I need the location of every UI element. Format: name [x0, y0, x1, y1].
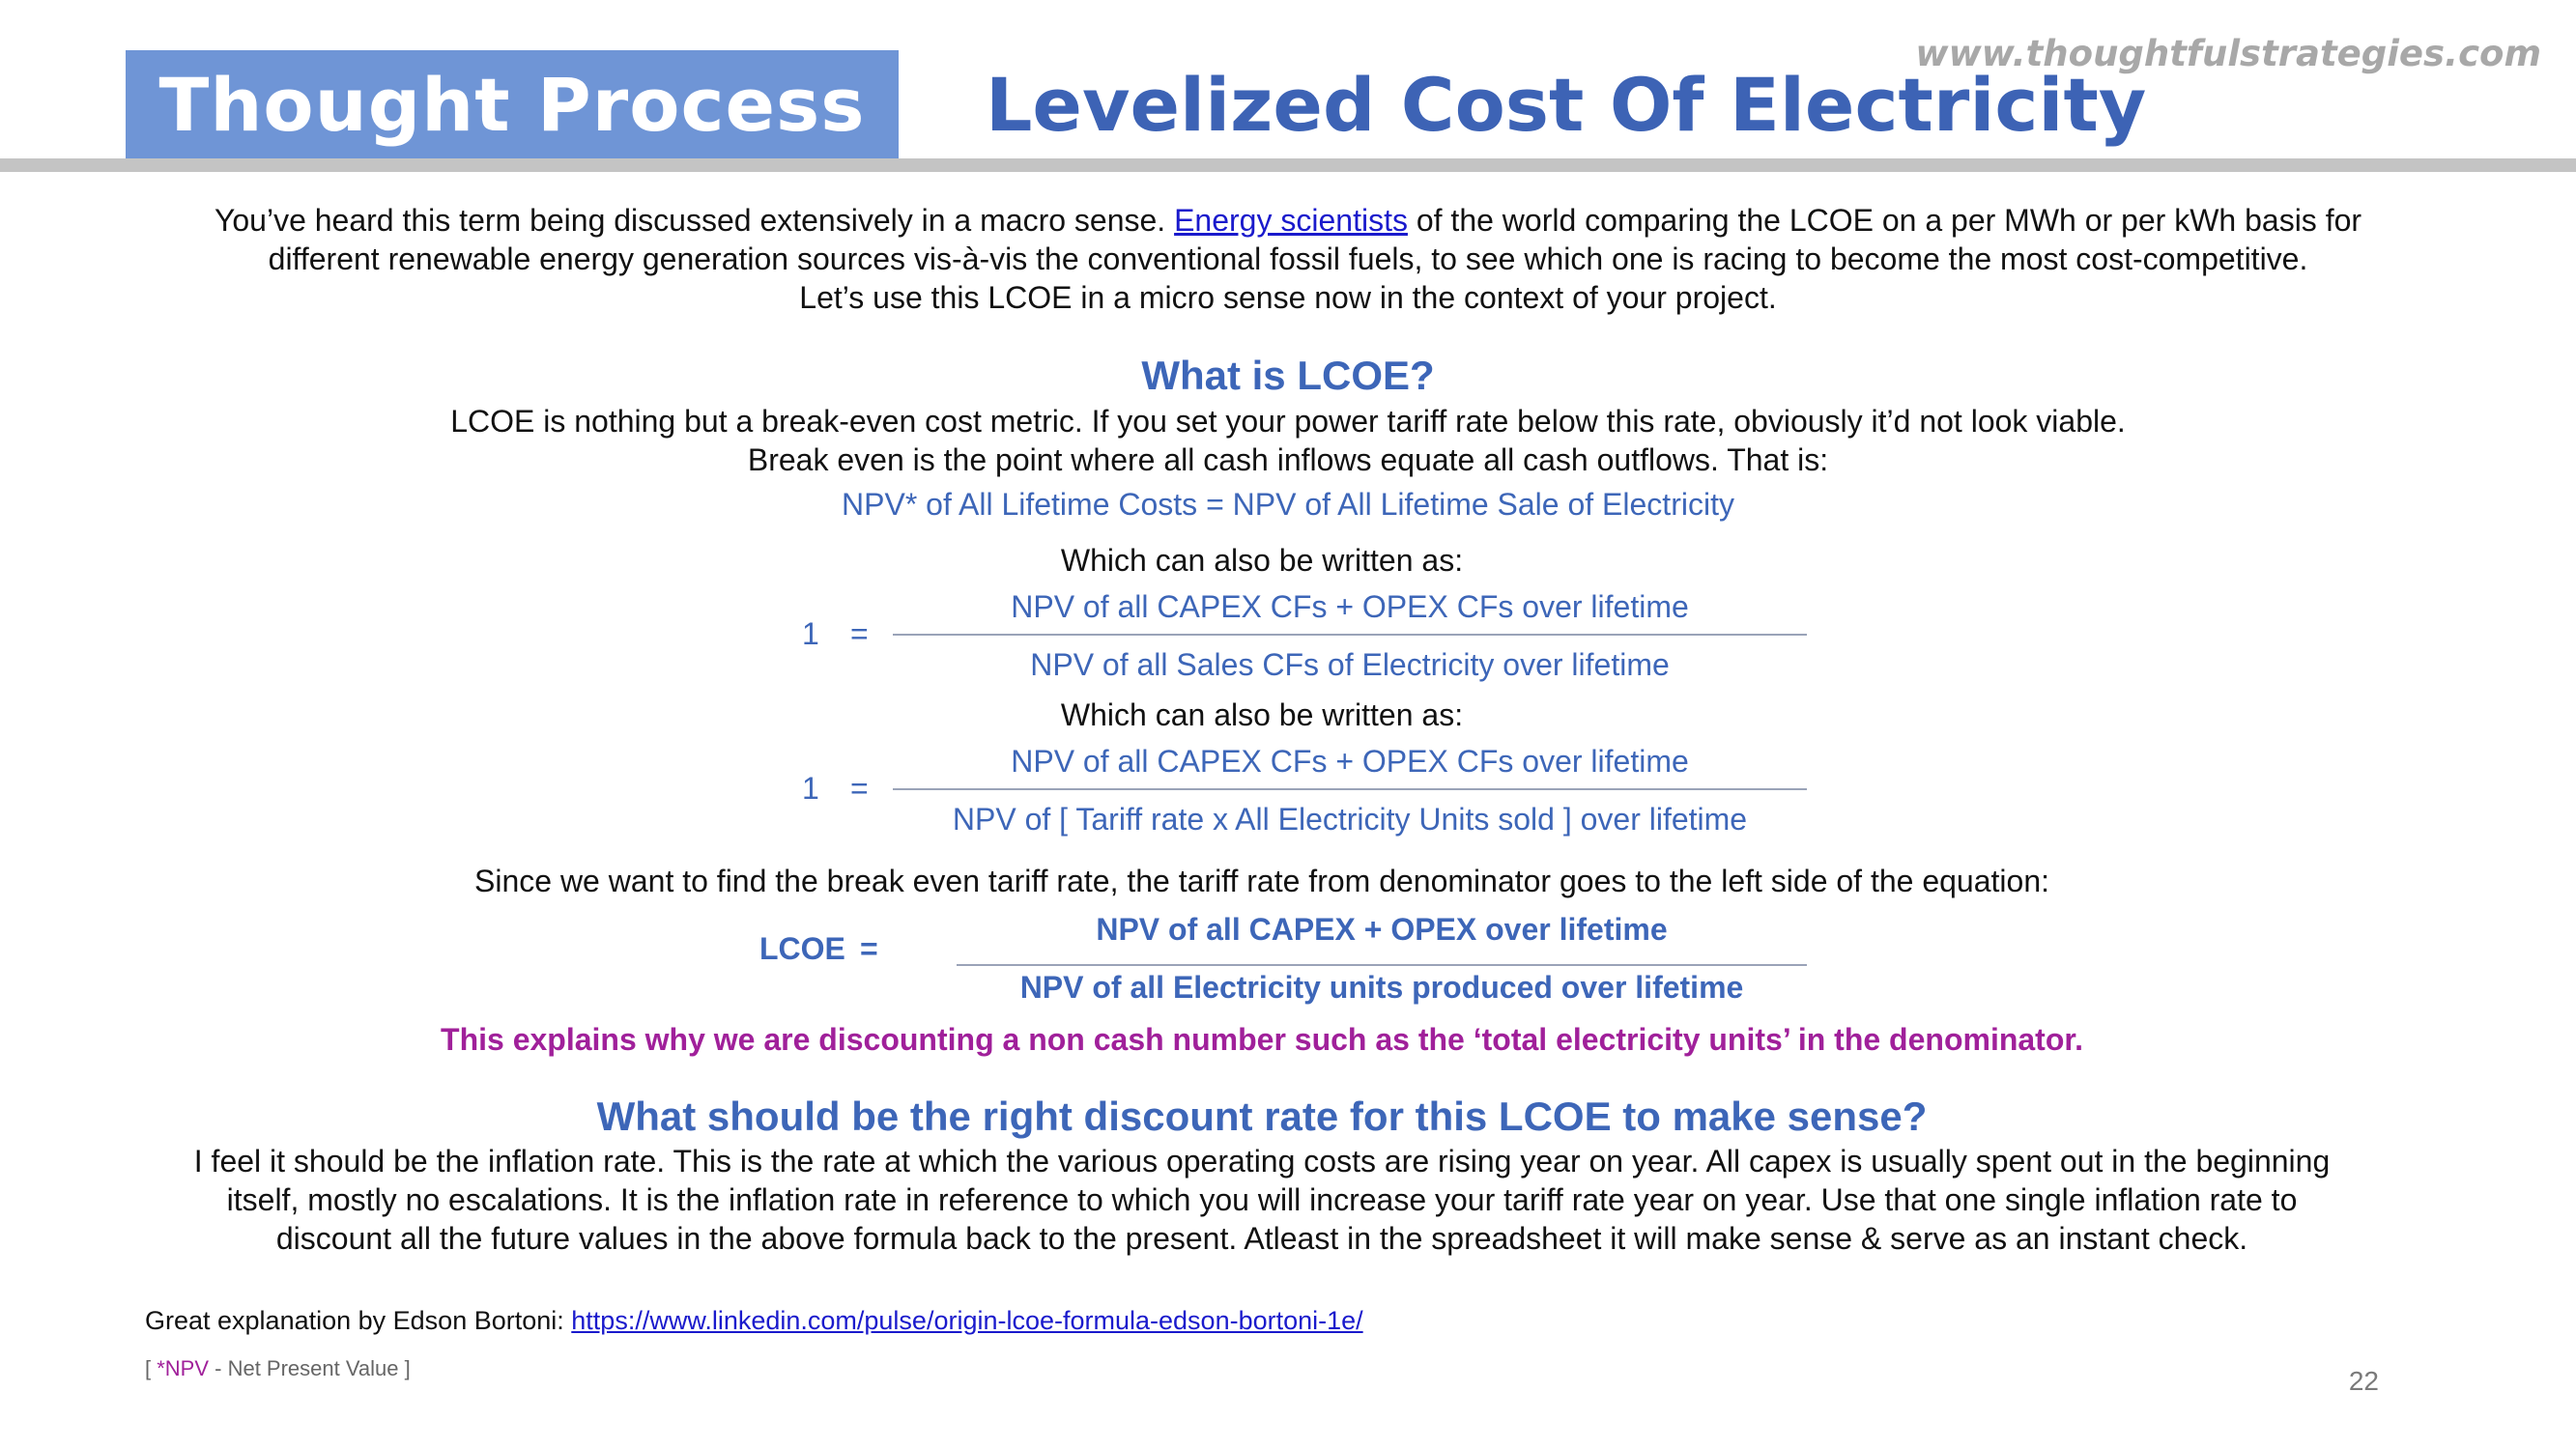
- energy-scientists-link[interactable]: Energy scientists: [1174, 203, 1408, 238]
- eq3-fraction-line: [957, 964, 1807, 966]
- intro-line-2: different renewable energy generation sources vis-à-vis the conventional fossil fuels, to see which one is racing to become the most cost-competitive.: [268, 242, 2308, 276]
- footnote-open: [: [145, 1356, 157, 1380]
- what-is-lcoe-heading: What is LCOE?: [1141, 353, 1435, 398]
- npv-footnote: [145, 1356, 411, 1381]
- npv-equation: NPV* of All Lifetime Costs = NPV of All Lifetime Sale of Electricity: [842, 487, 1734, 522]
- eq2-equals: =: [850, 771, 869, 806]
- eq1-lhs: 1: [802, 616, 819, 651]
- eq2-numerator: NPV of all CAPEX CFs + OPEX CFs over lifetime: [1011, 744, 1689, 779]
- eq2-denominator: NPV of [ Tariff rate x All Electricity Units sold ] over lifetime: [952, 802, 1748, 837]
- slide-title: Levelized Cost Of Electricity: [986, 62, 2147, 148]
- intro-text-after: of the world comparing the LCOE on a per MWh or per kWh basis for: [1407, 203, 2362, 238]
- written-as-2: Which can also be written as:: [1060, 697, 1464, 732]
- section-label-box: [126, 50, 899, 158]
- eq1-denominator: NPV of all Sales CFs of Electricity over lifetime: [1030, 647, 1670, 682]
- website-watermark: www.thoughtfulstrategies.com: [1915, 33, 2541, 74]
- section-label: Thought Process: [158, 61, 866, 148]
- header-divider: [0, 158, 2576, 172]
- explanation-note: This explains why we are discounting a non cash number such as the ‘total electricity units’ in the denominator.: [441, 1022, 2083, 1057]
- eq2-fraction-line: [893, 788, 1807, 790]
- since-line: Since we want to find the break even tariff rate, the tariff rate from denominator goes to the left side of the equation:: [474, 864, 2049, 898]
- discount-line-3: discount all the future values in the above formula back to the present. Atleast in the spreadsheet it will make sense & serve as an instant check.: [275, 1221, 2248, 1256]
- linkedin-article-link[interactable]: https://www.linkedin.com/pulse/origin-lcoe-formula-edson-bortoni-1e/: [571, 1306, 1363, 1335]
- eq1-equals: =: [850, 616, 869, 651]
- eq3-equals: =: [860, 931, 878, 966]
- page-number: 22: [2348, 1366, 2379, 1396]
- what-is-line-1: LCOE is nothing but a break-even cost metric. If you set your power tariff rate below this rate, obviously it’d not look viable.: [450, 404, 2126, 439]
- eq3-lhs: LCOE: [759, 931, 845, 966]
- eq3-denominator: NPV of all Electricity units produced over lifetime: [1019, 970, 1744, 1005]
- credit-line: [145, 1306, 1363, 1336]
- footnote-term: *NPV: [157, 1356, 210, 1380]
- eq3-numerator: NPV of all CAPEX + OPEX over lifetime: [1096, 912, 1668, 947]
- eq1-numerator: NPV of all CAPEX CFs + OPEX CFs over lifetime: [1011, 589, 1689, 624]
- written-as-1: Which can also be written as:: [1060, 543, 1464, 578]
- discount-line-2: itself, mostly no escalations. It is the inflation rate in reference to which you will increase your tariff rate year on year. Use that one single inflation rate to: [226, 1182, 2298, 1217]
- eq1-fraction-line: [893, 634, 1807, 636]
- what-is-line-2: Break even is the point where all cash inflows equate all cash outflows. That is:: [747, 442, 1829, 477]
- intro-text-before: You’ve heard this term being discussed extensively in a macro sense.: [214, 203, 1175, 238]
- footnote-definition: - Net Present Value ]: [209, 1356, 411, 1380]
- intro-line-3: Let’s use this LCOE in a micro sense now in the context of your project.: [799, 280, 1777, 315]
- discount-line-1: I feel it should be the inflation rate. This is the rate at which the various operating costs are rising year on year. All capex is usually spent out in the beginning: [193, 1144, 2331, 1179]
- credit-text: Great explanation by Edson Bortoni:: [145, 1306, 572, 1335]
- discount-rate-heading: What should be the right discount rate for this LCOE to make sense?: [596, 1094, 1928, 1139]
- intro-line-1: [0, 201, 2576, 240]
- eq2-lhs: 1: [802, 771, 819, 806]
